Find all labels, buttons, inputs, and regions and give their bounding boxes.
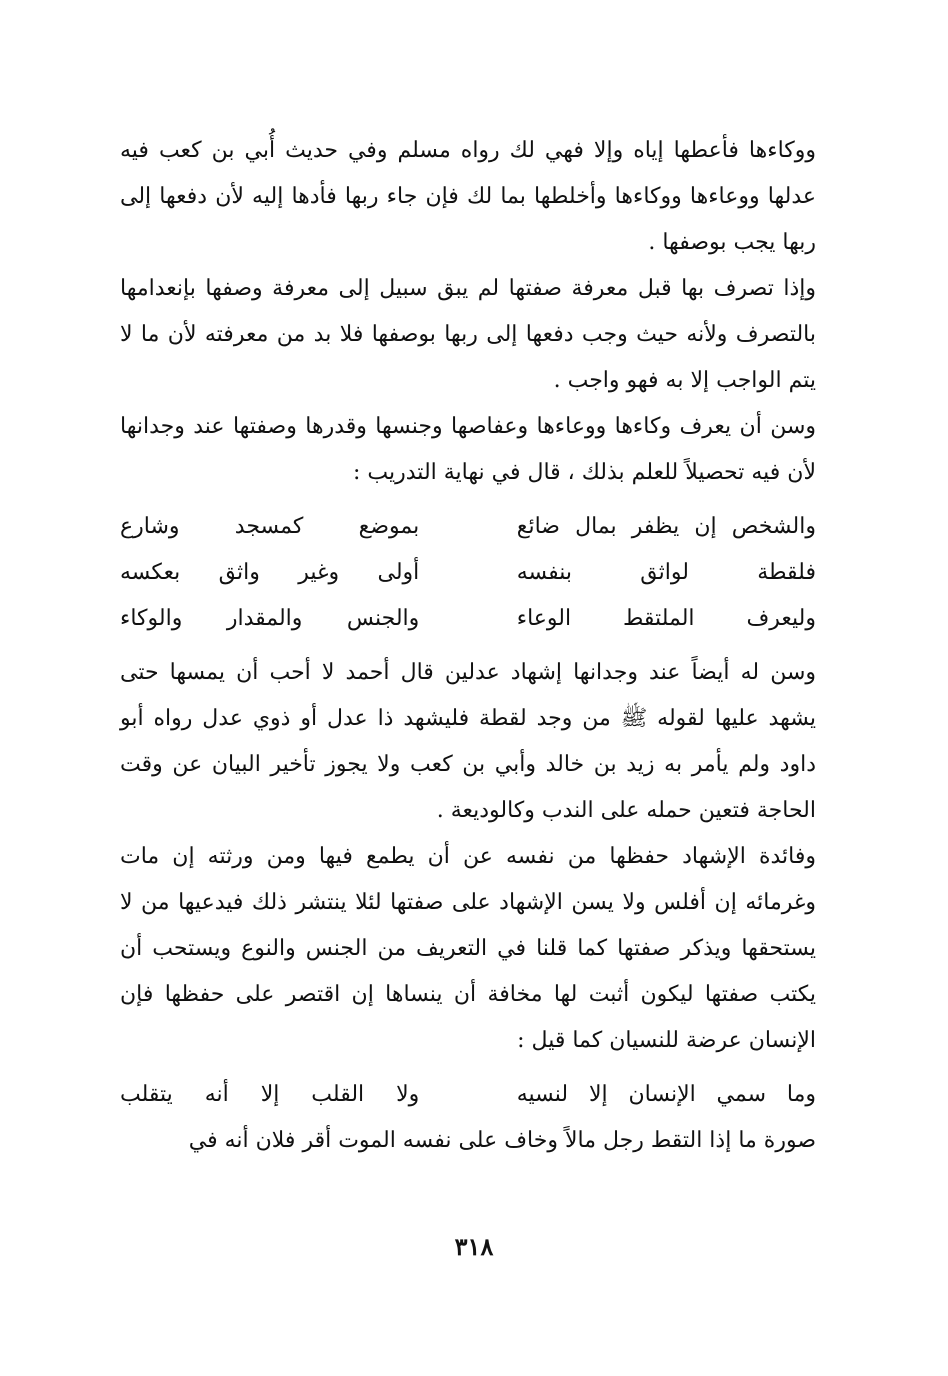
page-number: ٣١٨ [454, 1232, 494, 1261]
verse-first-hemistich: وما سمي الإنسان إلا لنسيه [516, 1082, 816, 1107]
verse-first-hemistich: والشخص إن يظفر بمال ضائع [516, 514, 816, 539]
poem-verse [120, 550, 816, 596]
paragraph: وفائدة الإشهاد حفظها من نفسه عن أن يطمع فيها ومن ورثته إن مات وغرمائه إن أفلس ولا يسن الإشهاد على صفتها لئلا ينتشر ذلك فيدعيها من لا يستحقها ويذكر صفتها كما قلنا في التعريف من الجنس والنوع ويستحب أن يكتب صفتها ليكون أثبت لها مخافة أن ينساها إن اقتصر على حفظها فإن الإنسان عرضة للنسيان كما قيل : [120, 844, 816, 1053]
paragraph: وإذا تصرف بها قبل معرفة صفتها لم يبق سبيل إلى معرفة وصفها بإنعدامها بالتصرف ولأنه حيث وجب دفعها إلى ربها بوصفها فلا بد من معرفته لأن ما لا يتم الواجب إلا به فهو واجب . [120, 276, 816, 393]
poem-verse [120, 1072, 816, 1118]
verse-second-hemistich: والجنس والمقدار والوكاء [120, 606, 420, 631]
verse-second-hemistich: بموضع كمسجد وشارع [120, 514, 420, 539]
verse-first-hemistich: وليعرف الملتقط الوعاء [516, 606, 816, 631]
poem-verse [120, 596, 816, 642]
poem-verses [120, 504, 816, 642]
verse-second-hemistich: ولا القلب إلا أنه يتقلب [120, 1082, 420, 1107]
poem-verse [120, 504, 816, 550]
paragraph: صورة ما إذا التقط رجل مالاً وخاف على نفسه الموت أقر فلان أنه في [188, 1128, 816, 1153]
poem-verses [120, 1072, 816, 1118]
paragraph: وسن أن يعرف وكاءها ووعاءها وعفاصها وجنسها وقدرها وصفتها عند وجدانها لأن فيه تحصيلاً للعلم بذلك ، قال في نهاية التدريب : [120, 414, 816, 485]
paragraph: ووكاءها فأعطها إياه وإلا فهي لك رواه مسلم وفي حديث أُبي بن كعب فيه عدلها ووعاءها ووكاءها وأخلطها بما لك فإن جاء ربها فأدها إليه لأن دفعها إلى ربها يجب بوصفها . [120, 138, 816, 255]
page-body [120, 128, 816, 1164]
verse-second-hemistich: أولى وغير واثق بعكسه [120, 560, 420, 585]
verse-first-hemistich: فلقطة لواثق بنفسه [516, 560, 816, 585]
paragraph: وسن له أيضاً عند وجدانها إشهاد عدلين قال أحمد لا أحب أن يمسها حتى يشهد عليها لقوله ﷺ من وجد لقطة فليشهد ذا عدل أو ذوي عدل رواه أبو داود ولم يأمر به زيد بن خالد وأبي بن كعب ولا يجوز تأخير البيان عن وقت الحاجة فتعين حمله على الندب وكالوديعة . [120, 660, 816, 823]
